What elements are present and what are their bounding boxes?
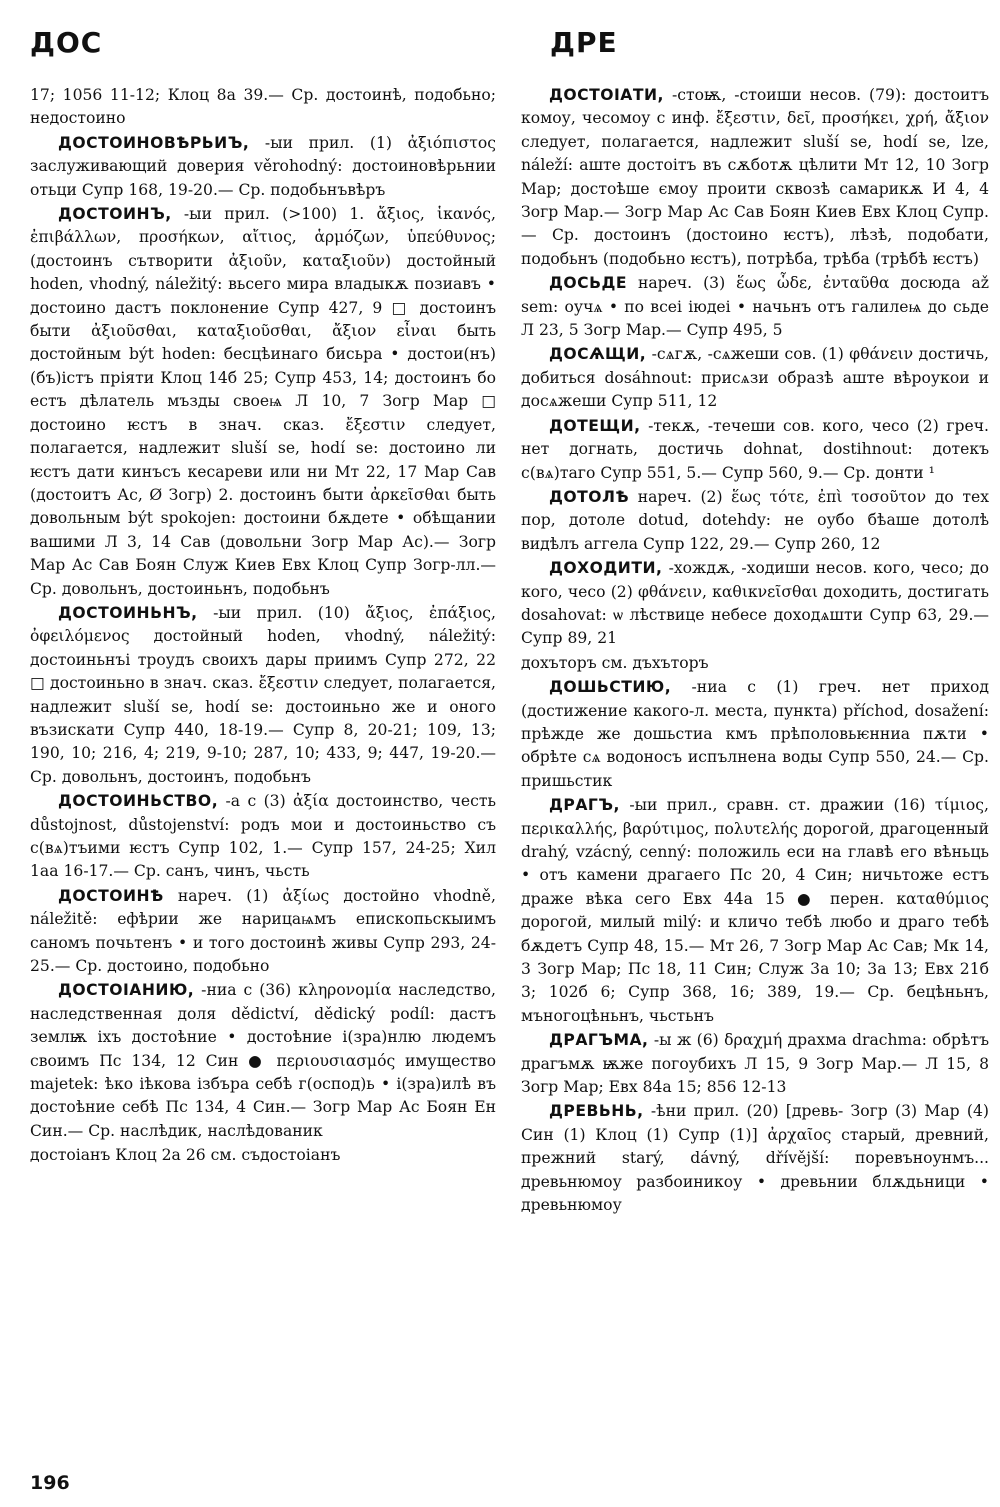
dictionary-entry: [521, 486, 989, 556]
entry-text: -ыи прил. (>100) 1. ἄξιος, ἱκανός, ἐπιβάλλων, προσήκων, αἴτιος, ἁρμόζων, ὑπεύθυνος; (достоинъ сътворити ἀξιοῦν, καταξιοῦν) достойный hoden, vhodný, náležitý: вьсего мира владыкѫ позиавъ • достоино дастъ поклонение Супр 427, 9 □ достоинъ быти ἀξιοῦσθαι, καταξιοῦσθαι, ἄξιον εἶναι быть достойным být hoden: бесцѣинаго бисьра • достои(нъ) (бъ)істъ пріяти Клоц 14б 25; Супр 453, 14; достоинъ бо естъ дѣлатель мъзды своеѩ Л 10, 7 Зогр Мар □ достоино ѥстъ в знач. сказ. ἔξεστιν следует, полагается, надлежит sluší se, hodí se: достоино ли ѥстъ дати кинъсъ кесареви или ни Мт 22, 17 Мар Сав (достоитъ Ас, Ø Зогр) 2. достоинъ быти ἀρκεῖσθαι быть довольным být spokojen: достоини бѫдете • обѣщании вашими Л 3, 14 Сав (довольни Зогр Мар Ас).— Зогр Мар Ас Сав Боян Служ Киев Евх Клоц Супр Зогр-лл.— Ср. довольнъ, достоиньнъ, подобьнъ: [30, 205, 496, 598]
dictionary-entry: [521, 1029, 989, 1099]
entry-headword: ДОСТОИНЬСТВО,: [58, 792, 219, 811]
entry-text: -ыи прил., сравн. ст. дражии (16) τίμιος, περικαλλής, βαρύτιμος, πολυτελής дорогой, драгоценный drahý, vzácný, cenný: положиль еси на главѣ его вѣньць • отъ камени драгаего Пс 20, 4 Син; ничьтоже естъ драже вѣка сего Евх 44а 15 ● перен. καταθύμιος дорогой, милый milý: и кличо тебѣ любо и драго тебѣ бѫдетъ Супр 48, 15.— Мт 26, 7 Зогр Мар Ас Сав; Мк 14, 3 Зогр Мар; Пс 18, 11 Син; Служ 3а 10; 3а 13; Евх 21б 3; 102б 6; Супр 368, 16; 389, 19.— Ср. бецѣньнъ, мъногоцѣньнъ, чьстьнъ: [521, 796, 989, 1025]
entry-text: -текѫ, -течеши сов. кого, чесо (2) греч. нет догнать, достичь dohnat, dostihnout: дотекъ с(вѧ)таго Супр 551, 5.— Супр 560, 9.— Ср. донти ¹: [521, 416, 989, 482]
entry-text: -сѧгѫ, -сѧжеши сов. (1) φθάνειν достичь, добиться dosáhnout: присѧзи образѣ аште вѣроукои и досѧжеши Супр 511, 12: [521, 345, 989, 411]
entry-text: -ы ж (6) δραχμή драхма drachma: обрѣтъ драгъмѫ ѭже погоубихъ Л 15, 9 Зогр Мар.— Л 15, 8 Зогр Мар; Евх 84а 15; 856 12-13: [521, 1031, 989, 1097]
dictionary-entry: [521, 794, 989, 1028]
entry-headword: ДОСТОИНѢ: [58, 886, 164, 905]
entry-text: 17; 1056 11-12; Клоц 8а 39.— Ср. достоинѣ, подобьно; недостоино: [30, 86, 496, 128]
entry-text: дохъторъ см. дъхъторъ: [521, 653, 709, 672]
entry-text: -ыи прил. (1) ἀξιόπιστος заслуживающий доверия věrohodný: достоиновѣрьнии отьци Супр 168, 19-20.— Ср. подобьнъвѣръ: [30, 133, 496, 199]
entry-headword: ДРАГЪМА,: [549, 1031, 649, 1050]
dictionary-entry: [521, 415, 989, 485]
entry-text: достоіанъ Клоц 2а 26 см. съдостоіанъ: [30, 1146, 341, 1165]
right-column: [521, 84, 989, 1219]
dictionary-entry: [521, 272, 989, 342]
dictionary-entry: [30, 602, 496, 789]
entry-headword: ДРАГЪ,: [549, 796, 620, 815]
entry-text: нареч. (3) ἕως ὧδε, ἐνταῦθα досюда až sem: оучѧ • по всеі іюдеі • начьнъ отъ галилеѩ до сьде Л 23, 5 Зогр Мар.— Супр 495, 5: [521, 274, 989, 340]
page-number: 196: [30, 1472, 70, 1494]
entry-headword: ДРЕВЬНЬ,: [549, 1102, 644, 1121]
dictionary-entry: [521, 84, 989, 271]
entry-headword: ДОСѦЩИ,: [549, 345, 647, 364]
entry-headword: ДОСТОІАНИЮ,: [58, 981, 195, 1000]
cross-reference: [521, 652, 989, 675]
entry-headword: ДОСТОІАТИ,: [549, 86, 664, 104]
entry-text: нареч. (2) ἕως τότε, ἐπὶ τοσοῦτον до тех пор, дотоле dotud, dotehdy: не оубо бѣаше дотолѣ видѣлъ аггела Супр 122, 29.— Супр 260, 12: [521, 487, 989, 553]
dictionary-entry: [30, 885, 496, 979]
dictionary-entry: [521, 1100, 989, 1217]
cross-reference: [30, 1144, 496, 1167]
dictionary-entry: [30, 84, 496, 131]
entry-text: нареч. (1) ἀξίως достойно vhodně, náležitě: ефѣрии же нарицаѩмъ епископьскыимъ саномъ почьтенъ • и того достоинѣ живы Супр 293, 24-25.— Ср. достоино, подобьно: [30, 886, 496, 976]
dictionary-entry: [30, 132, 496, 202]
entry-text: -а с (3) ἀξία достоинство, честь důstojnost, důstojenství: родъ мои и достоиньство съ с(вѧ)тъими ѥстъ Супр 102, 1.— Супр 157, 24-25; Хил 1аа 16-17.— Ср. санъ, чинъ, чьсть: [30, 792, 496, 881]
entry-text: -стоѭ, -стоиши несов. (79): достоитъ комоу, чесомоу с инф. ἔξεστιν, δεῖ, προσήκει, χρή, ἄξιον следует, полагается, надлежит sluší se, hodí se, lze, náleží: аште достоітъ въ сѫботѫ цѣлити Мт 12, 10 Зогр Мар; достоѣше ємоу проити сквозѣ самарикѫ И 4, 4 Зогр Мар.— Зогр Мар Ас Сав Боян Киев Евх Клоц Супр.— Ср. достоинъ (достоино ѥстъ), лѣзѣ, подобати, подобьнъ (подобьно ѥстъ), потрѣба, трѣба (трѣбѣ ѥстъ): [521, 86, 989, 268]
entry-headword: ДОСТОИНОВѢРЬИЪ,: [58, 133, 250, 152]
dictionary-entry: [521, 557, 989, 651]
dictionary-entry: [30, 790, 496, 884]
dictionary-entry: [30, 979, 496, 1143]
entry-text: -ниа с (36) κληρονομία наследство, наследственная доля dědictví, dědický podíl: дастъ землѭ іхъ достоѣние • достоѣние і(зра)нлю людемъ своимъ Пс 134, 12 Син ● περιουσιασμός имущество majetek: ѣко іѣкова ізбъра себѣ г(оспод)ь • і(зра)илѣ въ достоѣние себѣ Пс 134, 4 Син.— Зогр Мар Ас Боян Ен Син.— Ср. наслѣдик, наслѣдованик: [30, 981, 496, 1140]
entry-headword: ДОСТОИНЪ,: [58, 205, 172, 224]
entry-text: -ыи прил. (10) ἄξιος, ἐπάξιος, ὀφειλόμενος достойный hoden, vhodný, náležitý: достоиньнъі троудъ своихъ дары приимъ Супр 272, 22 □ достоиньно в знач. сказ. ἔξεστιν следует, полагается, надлежит sluší se, hodí se: достоиньно же и оного възискати Супр 440, 18-19.— Супр 8, 20-21; 109, 13; 190, 10; 216, 4; 219, 9-10; 287, 10; 433, 9; 447, 19-20.— Ср. довольнъ, достоинъ, подобьнъ: [30, 603, 496, 786]
entry-text: -хождѫ, -ходиши несов. кого, чесо; до кого, чесо (2) φθάνειν, καθικνεῖσθαι доходить, достигать dosahovat: ѡ лѣствице небесе доходѧшти Супр 63, 29.— Супр 89, 21: [521, 559, 989, 648]
entry-headword: ДОТОЛѢ: [549, 487, 630, 506]
entry-headword: ДОХОДИТИ,: [549, 559, 663, 578]
entry-headword: ДОСЬДЕ: [549, 274, 628, 293]
entry-headword: ДОТЕЩИ,: [549, 416, 641, 435]
dictionary-entry: [30, 203, 496, 601]
left-column: [30, 84, 496, 1169]
entry-headword: ДОШЬСТИЮ,: [549, 678, 672, 697]
dictionary-entry: [521, 676, 989, 793]
entry-headword: ДОСТОИНЬНЪ,: [58, 603, 198, 622]
running-head-left: ДОС: [30, 26, 103, 59]
running-head-right: ДРЕ: [550, 26, 618, 59]
entry-text: -ѣни прил. (20) [древь- Зогр (3) Мар (4) Син (1) Клоц (1) Супр (1)] ἀρχαῖος старый, древний, прежний starý, dávný, dřívější: поревъноунмъ... древьнюмоу разбоиникоу • древьнии блѫдьници • древьнюмоу: [521, 1102, 989, 1215]
dictionary-entry: [521, 343, 989, 413]
entry-text: -ниа с (1) греч. нет приход (достижение какого-л. места, пункта) příchod, dosažení: прѣжде же дошьстиа кмъ прѣполовьѥнниа пѫти • обрѣте сѧ водоносъ испълнена воды Супр 550, 24.— Ср. пришьстик: [521, 678, 989, 790]
